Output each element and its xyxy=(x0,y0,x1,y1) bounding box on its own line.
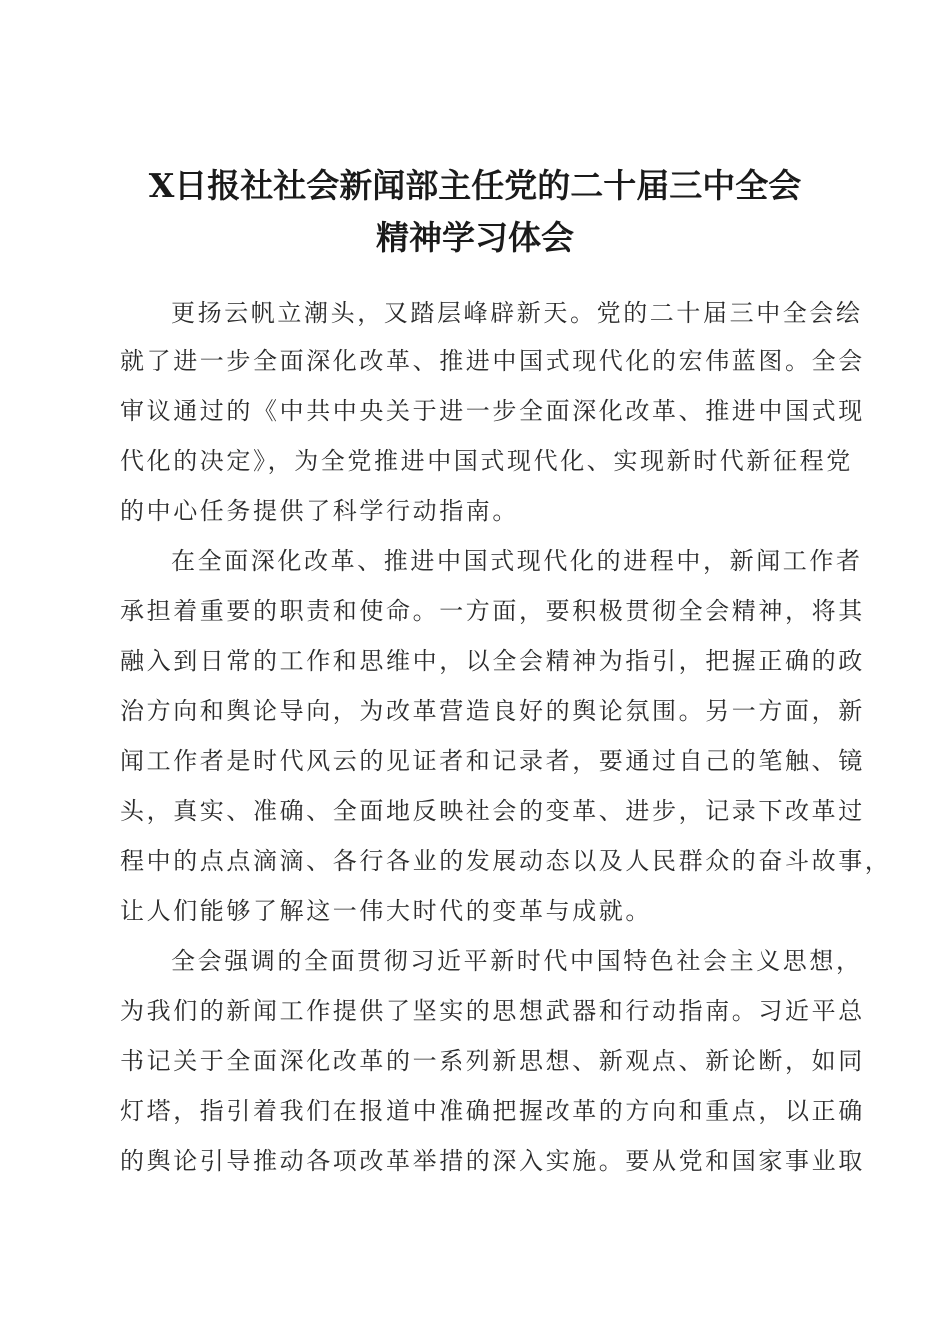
document-title-line-1: X日报社社会新闻部主任党的二十届三中全会 xyxy=(148,166,802,205)
paragraph-2-line-5: 闻工作者是时代风云的见证者和记录者，要通过自己的笔触、镜 xyxy=(120,747,865,775)
paragraph-3-line-2: 为我们的新闻工作提供了坚实的思想武器和行动指南。习近平总 xyxy=(120,997,865,1025)
paragraph-3-line-4: 灯塔，指引着我们在报道中准确把握改革的方向和重点，以正确 xyxy=(120,1097,865,1125)
paragraph-2-line-6: 头，真实、准确、全面地反映社会的变革、进步，记录下改革过 xyxy=(120,797,865,825)
paragraph-2-line-3: 融入到日常的工作和思维中，以全会精神为指引，把握正确的政 xyxy=(120,647,865,675)
paragraph-3-line-5: 的舆论引导推动各项改革举措的深入实施。要从党和国家事业取 xyxy=(120,1147,865,1175)
paragraph-2-line-1: 在全面深化改革、推进中国式现代化的进程中，新闻工作者 xyxy=(171,547,863,575)
paragraph-1-line-4: 代化的决定》，为全党推进中国式现代化、实现新时代新征程党 xyxy=(120,447,853,475)
paragraph-1-line-2: 就了进一步全面深化改革、推进中国式现代化的宏伟蓝图。全会 xyxy=(120,347,865,375)
paragraph-2-line-7: 程中的点点滴滴、各行各业的发展动态以及人民群众的奋斗故事， xyxy=(120,847,892,875)
paragraph-2-line-8: 让人们能够了解这一伟大时代的变革与成就。 xyxy=(120,897,652,925)
paragraph-2-line-4: 治方向和舆论导向，为改革营造良好的舆论氛围。另一方面，新 xyxy=(120,697,865,725)
paragraph-1-line-5: 的中心任务提供了科学行动指南。 xyxy=(120,497,519,525)
paragraph-3-line-3: 书记关于全面深化改革的一系列新思想、新观点、新论断，如同 xyxy=(120,1047,865,1075)
paragraph-1-line-1: 更扬云帆立潮头，又踏层峰辟新天。党的二十届三中全会绘 xyxy=(171,299,863,327)
document-title-line-2: 精神学习体会 xyxy=(376,218,574,257)
paragraph-3-line-1: 全会强调的全面贯彻习近平新时代中国特色社会主义思想， xyxy=(171,947,863,975)
paragraph-1-line-3: 审议通过的《中共中央关于进一步全面深化改革、推进中国式现 xyxy=(120,397,865,425)
paragraph-2-line-2: 承担着重要的职责和使命。一方面，要积极贯彻全会精神，将其 xyxy=(120,597,865,625)
